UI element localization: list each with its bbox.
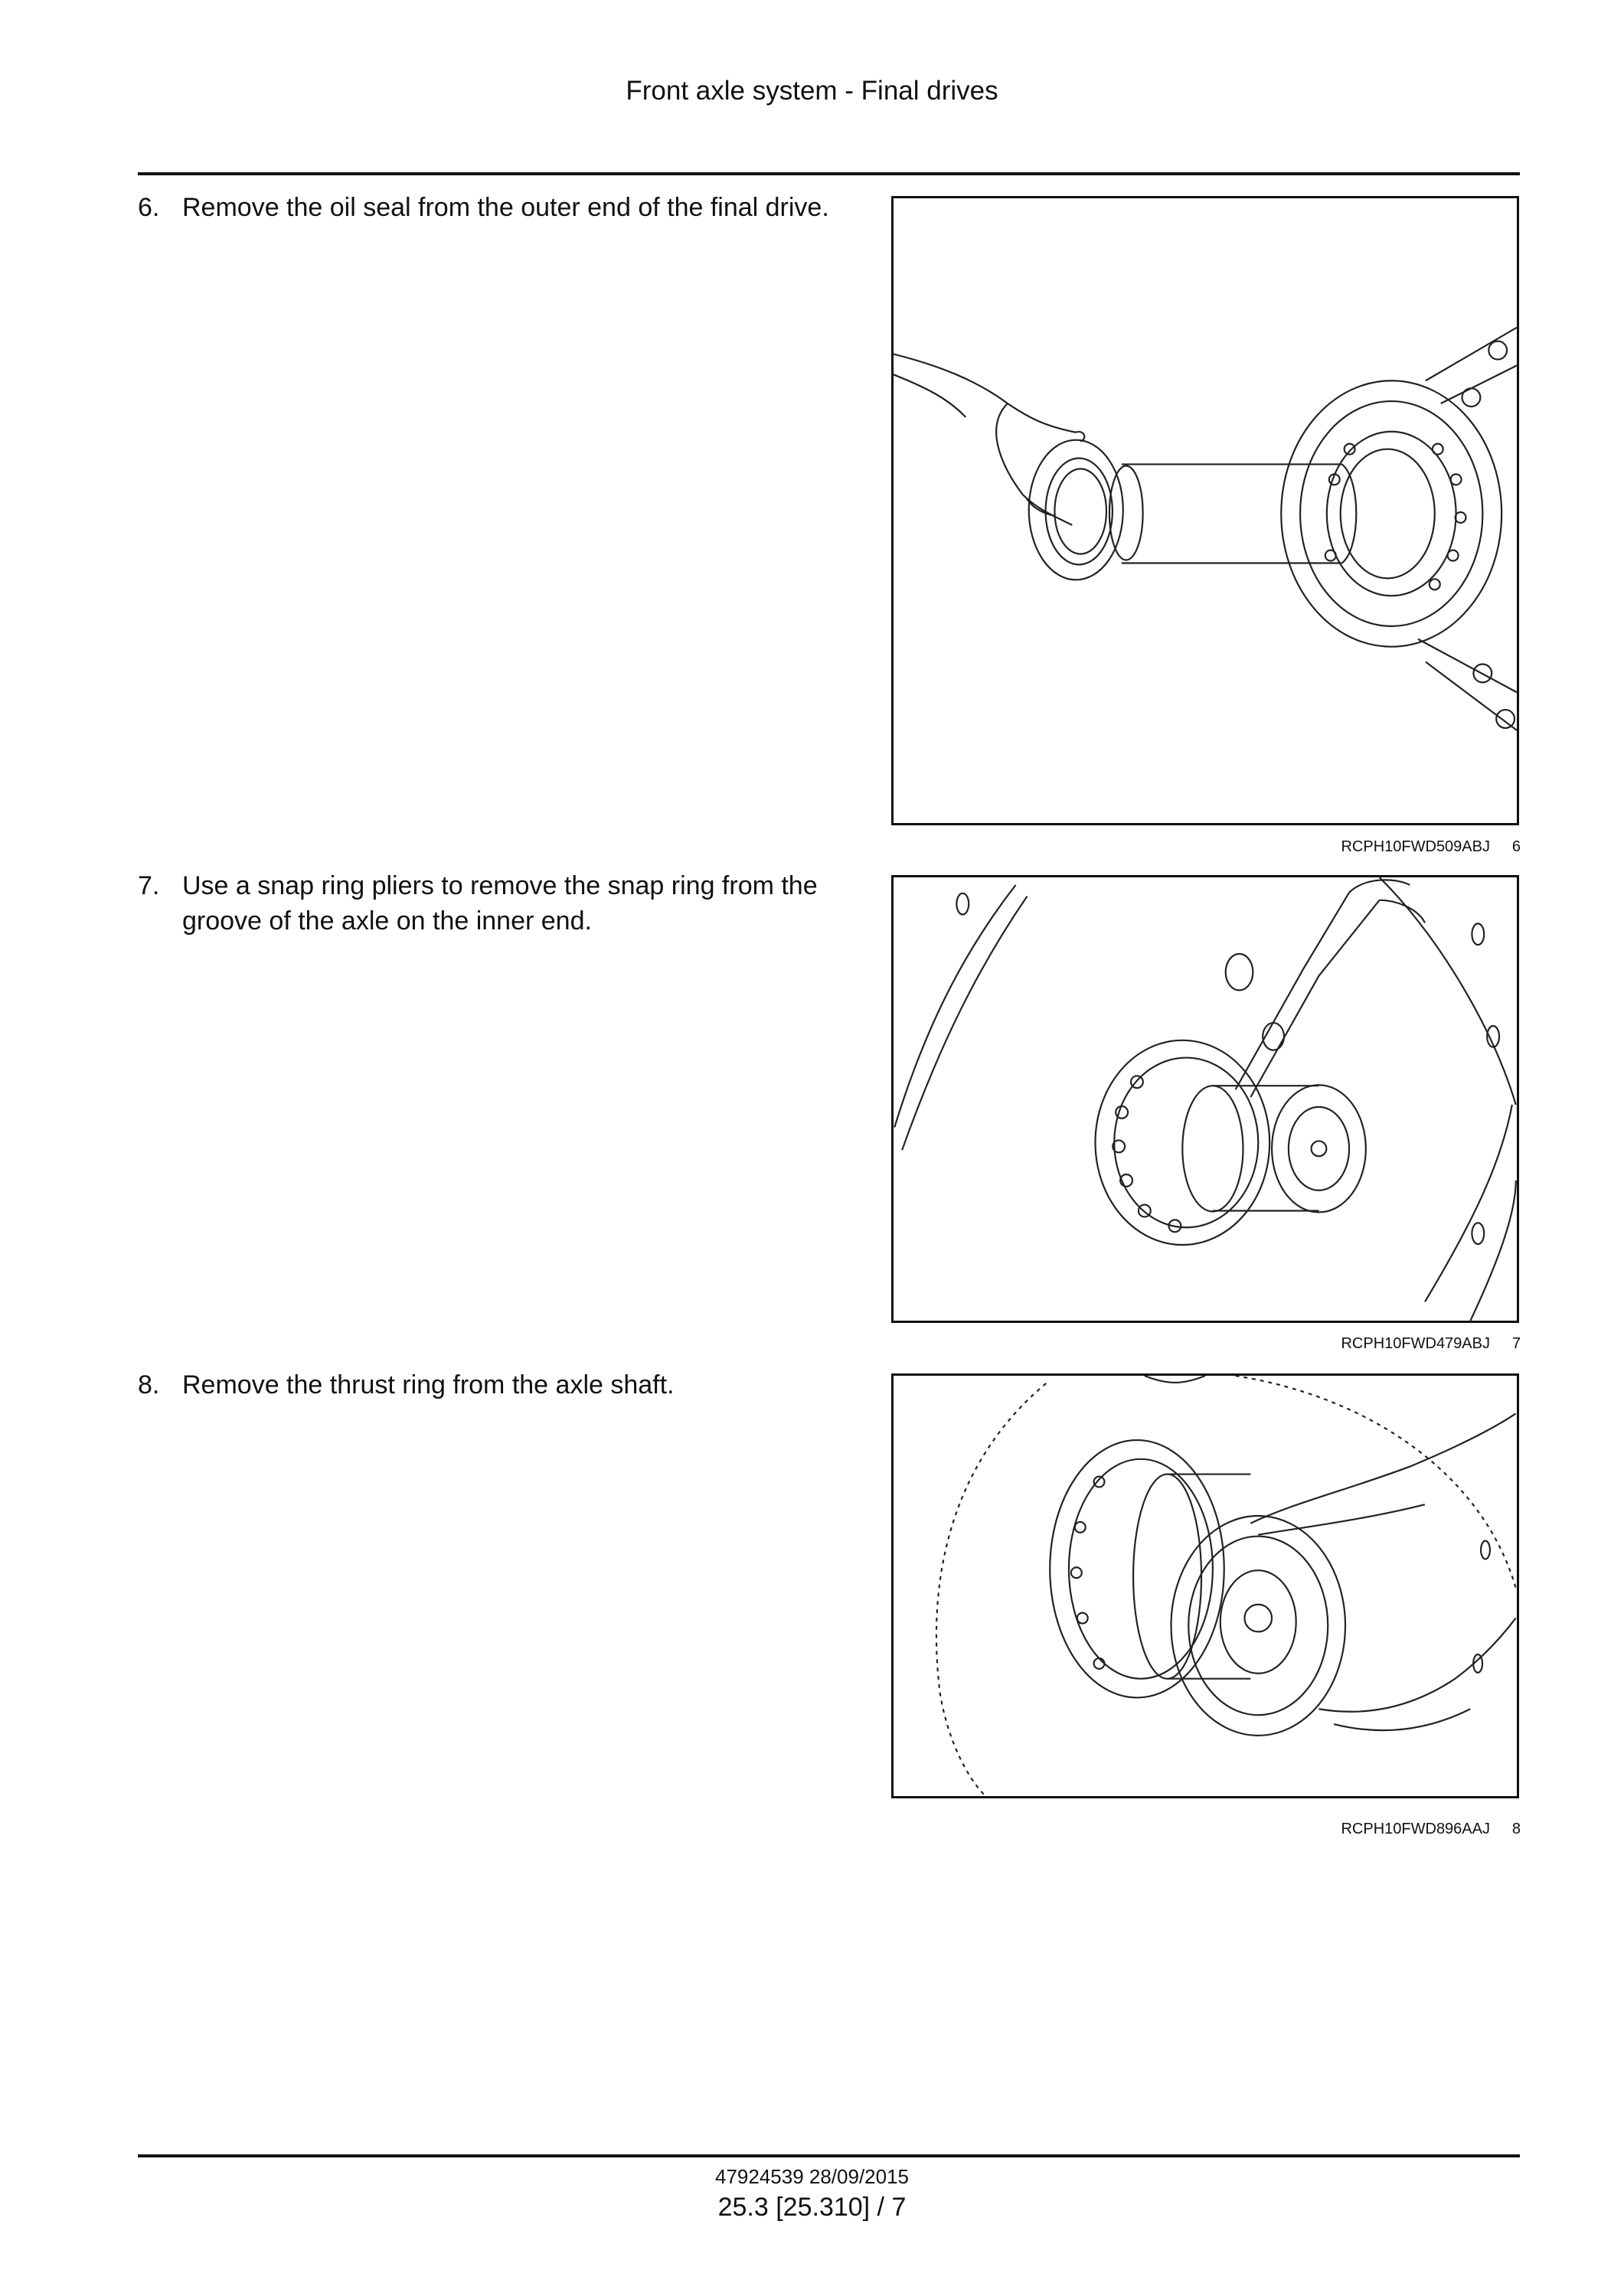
figure-number: 8 — [1511, 1821, 1521, 1837]
figure-caption-6 — [891, 837, 1521, 857]
step-number: 8. — [138, 1370, 160, 1399]
footer-rule — [138, 2154, 1520, 2157]
step-text: Use a snap ring pliers to remove the snap ring from the groove of the axle on the inner end. — [182, 871, 818, 936]
footer-page-ref: 25.3 [25.310] / 7 — [717, 2193, 907, 2222]
figure-code: RCPH10FWD509ABJ — [1341, 838, 1490, 855]
figure-snap-ring-removal — [891, 875, 1519, 1323]
oil-seal-illustration — [894, 198, 1517, 823]
step-number: 7. — [138, 871, 160, 900]
figure-caption-7 — [891, 1334, 1521, 1354]
figure-code: RCPH10FWD479ABJ — [1341, 1335, 1490, 1352]
figure-thrust-ring-removal — [891, 1373, 1519, 1798]
figure-code: RCPH10FWD896AAJ — [1341, 1821, 1490, 1837]
step-number: 6. — [138, 193, 160, 222]
figure-number: 6 — [1511, 838, 1521, 855]
thrust-ring-illustration — [894, 1376, 1517, 1796]
page-header-title: Front axle system - Final drives — [626, 76, 998, 106]
snap-ring-illustration — [894, 877, 1517, 1321]
header-rule — [138, 172, 1520, 175]
figure-oil-seal-removal — [891, 196, 1519, 825]
footer-doc-code: 47924539 28/09/2015 — [714, 2165, 910, 2188]
step-text: Remove the thrust ring from the axle shaft. — [182, 1370, 675, 1399]
figure-number: 7 — [1511, 1335, 1521, 1352]
step-text: Remove the oil seal from the outer end of the final drive. — [182, 193, 829, 222]
figure-caption-8 — [891, 1819, 1521, 1839]
